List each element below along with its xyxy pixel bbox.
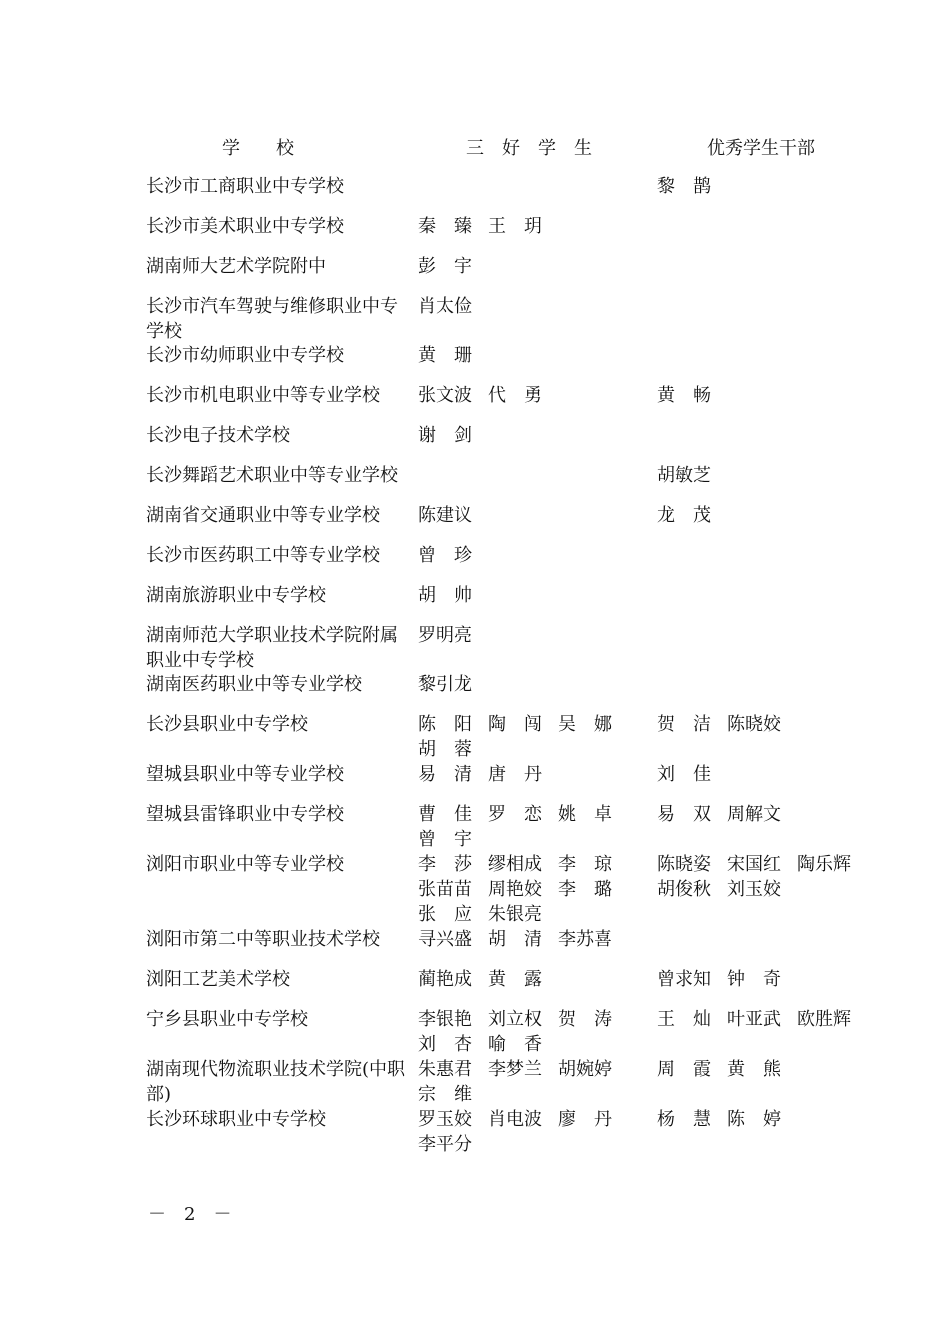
excellent-cadres-list <box>657 967 867 992</box>
student-name: 彭 宇 <box>418 256 472 277</box>
table-row <box>0 343 950 383</box>
school-name: 长沙市机电职业中等专业学校 <box>146 385 380 406</box>
excellent-cadres-list <box>657 712 867 737</box>
three-good-students-list <box>418 423 628 448</box>
student-name: 胡 清 <box>488 929 542 950</box>
table-row <box>0 967 950 1007</box>
school-name: 长沙电子技术学校 <box>146 425 290 446</box>
three-good-students-list <box>418 672 628 697</box>
student-name: 胡 蓉 <box>418 739 472 760</box>
student-name: 胡 帅 <box>418 585 472 606</box>
three-good-students-list <box>418 343 628 368</box>
school-name: 浏阳工艺美术学校 <box>146 969 290 990</box>
school-name: 浏阳市职业中等专业学校 <box>146 854 344 875</box>
student-name: 陈建议 <box>418 505 472 526</box>
student-name: 罗玉姣 <box>418 1109 472 1130</box>
student-name: 曾 珍 <box>418 545 472 566</box>
three-good-students-list <box>418 712 628 762</box>
student-name: 陈 阳 <box>418 714 472 735</box>
student-name: 张 应 <box>418 904 472 925</box>
table-header <box>0 134 950 160</box>
student-name: 喻 香 <box>488 1034 542 1055</box>
school-name: 湖南医药职业中等专业学校 <box>146 674 362 695</box>
table-row <box>0 543 950 583</box>
school-name: 长沙市医药职工中等专业学校 <box>146 545 380 566</box>
cadre-name: 欧胜辉 <box>797 1009 851 1030</box>
excellent-cadres-list <box>657 802 867 827</box>
three-good-students-list <box>418 802 628 852</box>
table-row <box>0 294 950 343</box>
table-row <box>0 927 950 967</box>
excellent-cadres-list <box>657 1007 867 1032</box>
student-name: 罗明亮 <box>418 625 472 646</box>
student-name: 廖 丹 <box>558 1109 612 1130</box>
student-name: 朱惠君 <box>418 1059 472 1080</box>
table-row <box>0 423 950 463</box>
school-name: 长沙县职业中专学校 <box>146 714 308 735</box>
three-good-students-list <box>418 623 628 648</box>
table-row <box>0 1107 950 1157</box>
student-name: 秦 臻 <box>418 216 472 237</box>
excellent-cadres-list <box>657 174 867 199</box>
student-name: 周艳姣 <box>488 879 542 900</box>
school-name: 湖南师范大学职业技术学院附属职业中专学校 <box>146 625 398 671</box>
student-name: 贺 涛 <box>558 1009 612 1030</box>
table-row <box>0 214 950 254</box>
cadre-name: 胡敏芝 <box>657 465 711 486</box>
student-name: 李平分 <box>418 1134 472 1155</box>
student-name: 吴 娜 <box>558 714 612 735</box>
student-name: 朱银亮 <box>488 904 542 925</box>
table-row <box>0 174 950 214</box>
three-good-students-list <box>418 543 628 568</box>
table-row <box>0 383 950 423</box>
cadre-name: 刘 佳 <box>657 764 711 785</box>
three-good-students-list <box>418 383 628 408</box>
excellent-cadres-list <box>657 503 867 528</box>
student-name: 曹 佳 <box>418 804 472 825</box>
student-name: 宗 维 <box>418 1084 472 1105</box>
cadre-name: 陈 婷 <box>727 1109 781 1130</box>
table-row <box>0 463 950 503</box>
student-name: 黎引龙 <box>418 674 472 695</box>
excellent-cadres-list <box>657 463 867 488</box>
school-name: 长沙市美术职业中专学校 <box>146 216 344 237</box>
student-name: 肖太俭 <box>418 296 472 317</box>
excellent-cadres-list <box>657 1107 867 1132</box>
cadre-name: 黄 熊 <box>727 1059 781 1080</box>
school-name: 湖南旅游职业中专学校 <box>146 585 326 606</box>
three-good-students-list <box>418 967 628 992</box>
three-good-students-list <box>418 1007 628 1057</box>
table-row <box>0 254 950 294</box>
table-row <box>0 1007 950 1057</box>
three-good-students-list <box>418 294 628 319</box>
cadre-name: 龙 茂 <box>657 505 711 526</box>
cadre-name: 叶亚武 <box>727 1009 781 1030</box>
table-row <box>0 1057 950 1107</box>
three-good-students-list <box>418 254 628 279</box>
school-name: 宁乡县职业中专学校 <box>146 1009 308 1030</box>
three-good-students-list <box>418 1057 628 1107</box>
student-name: 唐 丹 <box>488 764 542 785</box>
student-name: 黄 露 <box>488 969 542 990</box>
student-name: 肖电波 <box>488 1109 542 1130</box>
school-name: 望城县职业中等专业学校 <box>146 764 344 785</box>
student-name: 易 清 <box>418 764 472 785</box>
table-row <box>0 583 950 623</box>
table-row <box>0 762 950 802</box>
student-name: 王 玥 <box>488 216 542 237</box>
three-good-students-list <box>418 214 628 239</box>
table-row <box>0 802 950 852</box>
student-name: 代 勇 <box>488 385 542 406</box>
student-name: 李苏喜 <box>558 929 612 950</box>
student-name: 陶 闯 <box>488 714 542 735</box>
header-school: 学 校 <box>222 138 294 159</box>
cadre-name: 易 双 <box>657 804 711 825</box>
school-name: 湖南师大艺术学院附中 <box>146 256 326 277</box>
three-good-students-list <box>418 583 628 608</box>
cadre-name: 周 霞 <box>657 1059 711 1080</box>
three-good-students-list <box>418 927 628 952</box>
student-name: 李 琼 <box>558 854 612 875</box>
cadre-name: 曾求知 <box>657 969 711 990</box>
school-name: 长沙市幼师职业中专学校 <box>146 345 344 366</box>
header-excellent-cadres: 优秀学生干部 <box>707 138 815 159</box>
student-name: 李 璐 <box>558 879 612 900</box>
cadre-name: 黄 畅 <box>657 385 711 406</box>
three-good-students-list <box>418 762 628 787</box>
student-name: 胡婉婷 <box>558 1059 612 1080</box>
three-good-students-list <box>418 503 628 528</box>
three-good-students-list <box>418 852 628 927</box>
student-name: 蔺艳成 <box>418 969 472 990</box>
table-row <box>0 503 950 543</box>
cadre-name: 贺 洁 <box>657 714 711 735</box>
student-name: 李 莎 <box>418 854 472 875</box>
student-name: 黄 珊 <box>418 345 472 366</box>
cadre-name: 宋国红 <box>727 854 781 875</box>
student-name: 谢 剑 <box>418 425 472 446</box>
cadre-name: 陈晓姿 <box>657 854 711 875</box>
table-row <box>0 672 950 712</box>
cadre-name: 胡俊秋 <box>657 879 711 900</box>
table-row <box>0 852 950 927</box>
school-name: 长沙环球职业中专学校 <box>146 1109 326 1130</box>
cadre-name: 陈晓姣 <box>727 714 781 735</box>
cadre-name: 刘玉姣 <box>727 879 781 900</box>
school-name: 浏阳市第二中等职业技术学校 <box>146 929 380 950</box>
student-name: 曾 宇 <box>418 829 472 850</box>
student-name: 李银艳 <box>418 1009 472 1030</box>
student-name: 罗 恋 <box>488 804 542 825</box>
student-name: 张文波 <box>418 385 472 406</box>
cadre-name: 黎 鹊 <box>657 176 711 197</box>
header-three-good-students: 三 好 学 生 <box>466 138 592 159</box>
table-row <box>0 712 950 762</box>
three-good-students-list <box>418 1107 628 1157</box>
student-name: 张苗苗 <box>418 879 472 900</box>
student-name: 李梦兰 <box>488 1059 542 1080</box>
award-table <box>0 174 950 1157</box>
table-row <box>0 623 950 672</box>
student-name: 刘 杏 <box>418 1034 472 1055</box>
student-name: 缪相成 <box>488 854 542 875</box>
student-name: 刘立权 <box>488 1009 542 1030</box>
page-number: － 2 － <box>148 1204 232 1225</box>
school-name: 湖南省交通职业中等专业学校 <box>146 505 380 526</box>
excellent-cadres-list <box>657 852 867 902</box>
school-name: 湖南现代物流职业技术学院(中职部) <box>146 1059 406 1105</box>
cadre-name: 陶乐辉 <box>797 854 851 875</box>
cadre-name: 王 灿 <box>657 1009 711 1030</box>
school-name: 长沙舞蹈艺术职业中等专业学校 <box>146 465 398 486</box>
school-name: 望城县雷锋职业中专学校 <box>146 804 344 825</box>
excellent-cadres-list <box>657 1057 867 1082</box>
cadre-name: 周解文 <box>727 804 781 825</box>
school-name: 长沙市汽车驾驶与维修职业中专学校 <box>146 296 398 342</box>
excellent-cadres-list <box>657 762 867 787</box>
student-name: 姚 卓 <box>558 804 612 825</box>
student-name: 寻兴盛 <box>418 929 472 950</box>
cadre-name: 杨 慧 <box>657 1109 711 1130</box>
school-name: 长沙市工商职业中专学校 <box>146 176 344 197</box>
cadre-name: 钟 奇 <box>727 969 781 990</box>
excellent-cadres-list <box>657 383 867 408</box>
